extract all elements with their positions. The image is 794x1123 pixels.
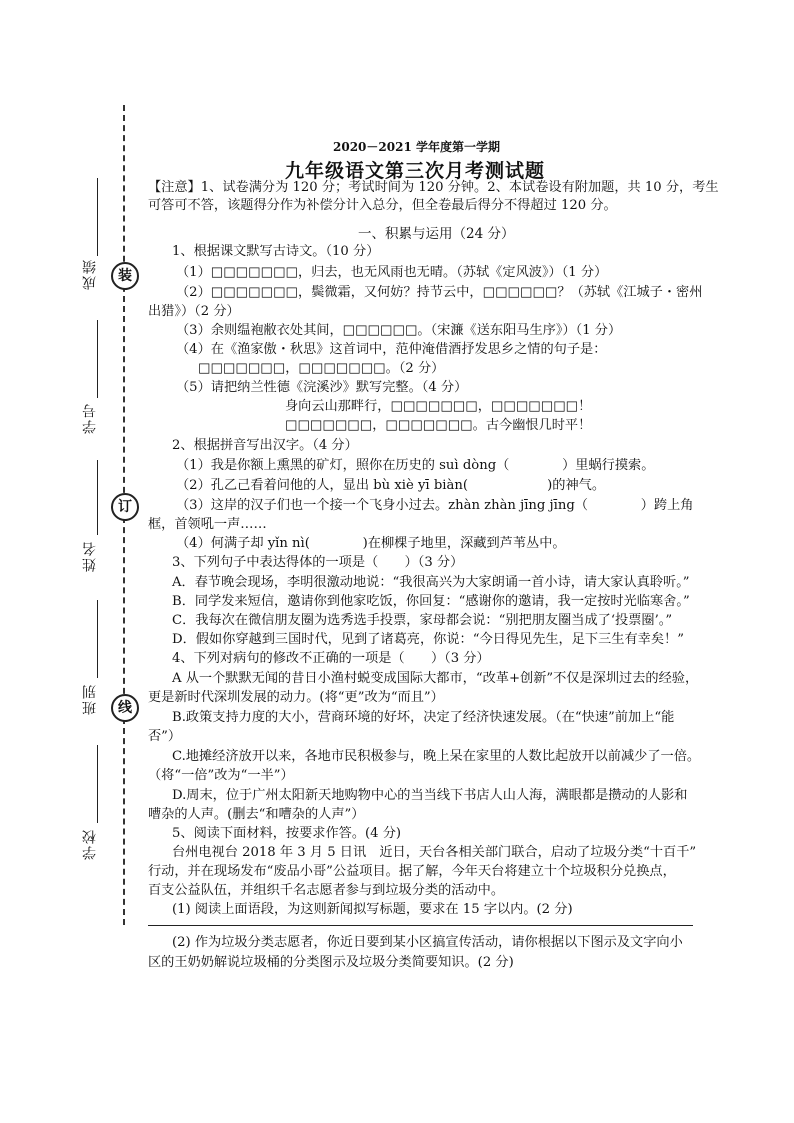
q1-item: 身向云山那畔行，□□□□□□□，□□□□□□□！ (285, 399, 592, 414)
section-heading: 一、积累与运用（24 分） (358, 226, 515, 242)
q3-option: C．我每次在微信朋友圈为选秀选手投票，家母都会说：“别把朋友圈当成了‘投票圈’。” (172, 613, 673, 628)
q2-item: （3）这岸的汉子们也一个接一个飞身小过去。zhàn zhàn jīng jīng（ ）跨上角 (176, 498, 694, 513)
notice-line-2: 可答可不答，该题得分作为补偿分计入总分，但全卷最后得分不得超过 120 分。 (148, 198, 617, 213)
q4-option: A 从一个默默无闻的昔日小渔村蜕变成国际大都市，“改革+创新”不仅是深圳过去的经验， (172, 671, 699, 686)
q2-stem: 2、根据拼音写出汉字。（4 分） (172, 438, 358, 453)
q1-item: （4）在《渔家傲・秋思》这首词中，范仲淹借酒抒发思乡之情的句子是： (176, 342, 607, 357)
q4-option: B.政策支持力度的大小，营商环境的好坏，决定了经济快速发展。（在“快速”前加上“能 (172, 710, 675, 725)
name-blank[interactable] (97, 460, 98, 535)
q3-option: B．同学发来短信，邀请你到他家吃饭，你回复：“感谢你的邀请，我一定按时光临寒舍。” (172, 594, 690, 609)
q4-option: D.周末，位于广州太阳新天地购物中心的当当线下书店人山人海，满眼都是攒动的人影和 (172, 788, 688, 803)
name-label: 姓名 (82, 540, 98, 572)
term-heading: 2020－2021 学年度第一学期 (333, 140, 500, 154)
q4-stem: 4、下列对病句的修改不正确的一项是（ ）（3 分） (172, 651, 490, 666)
q2-item: （4）何满子却 yǐn nì( )在柳棵子地里，深藏到芦苇丛中。 (176, 536, 566, 551)
student-id-blank[interactable] (97, 320, 98, 398)
q3-option: D．假如你穿越到三国时代，见到了诸葛亮，你说：“今日得见先生，足下三生有幸矣！” (172, 632, 684, 647)
q4-option: （将“一倍”改为“一半”） (148, 768, 294, 783)
q5-material: 台州电视台 2018 年 3 月 5 日讯 近日，天台各相关部门联合，启动了垃圾分类“十百千” (172, 845, 697, 860)
q4-option: 更是新时代深圳发展的动力。(将“更”改为“而且”） (148, 690, 444, 705)
q5-subquestion: 区的王奶奶解说垃圾桶的分类图示及垃圾分类简要知识。(2 分) (148, 955, 514, 970)
q2-item: （1）我是你额上熏黑的矿灯，照你在历史的 suì dòng（ ）里蜗行摸索。 (176, 458, 655, 473)
q1-item: （2）□□□□□□□，鬓微霜，又何妨？持节云中，□□□□□□？（苏轼《江城子・密州 (176, 285, 703, 300)
q2-item: 框，首领吼一声…… (148, 517, 267, 532)
binding-mark-xian: 线 (111, 694, 139, 722)
q5-material: 百支公益队伍，并组织千名志愿者参与到垃圾分类的活动中。 (148, 883, 505, 898)
school-label: 学校 (82, 828, 98, 860)
exam-title: 九年级语文第三次月考测试题 (285, 160, 546, 182)
q1-stem: 1、根据课文默写古诗文。（10 分） (172, 244, 380, 259)
school-blank[interactable] (97, 745, 98, 823)
q3-stem: 3、下列句子中表达得体的一项是（ ）（3 分） (172, 555, 464, 570)
q1-item: □□□□□□□，□□□□□□□。古今幽恨几时平！ (285, 418, 592, 433)
score-blank[interactable] (97, 178, 98, 256)
q3-option: A．春节晚会现场，李明很激动地说：“我很高兴为大家朗诵一首小诗，请大家认真聆听。” (172, 575, 690, 590)
binding-mark-ding: 订 (111, 493, 139, 521)
q4-option: 否”） (148, 729, 182, 744)
q5-material: 行动，并在现场发布“废品小哥”公益项目。据了解，今年天台将建立十个垃圾积分兑换点， (148, 864, 676, 879)
q2-item: （2）孔乙己看着问他的人，显出 bù xiè yī biàn( )的神气。 (176, 478, 606, 493)
notice-line-1: 【注意】1、试卷满分为 120 分；考试时间为 120 分钟。2、本试卷设有附加题，共 10 分，考生 (148, 180, 719, 195)
q4-option: 嘈杂的人声。(删去“和嘈杂的人声”） (148, 807, 365, 822)
q5-subquestion: (2) 作为垃圾分类志愿者，你近日要到某小区搞宣传活动，请你根据以下图示及文字向小 (172, 935, 683, 950)
binding-mark-zhuang: 装 (111, 262, 139, 290)
q5-stem: 5、阅读下面材料，按要求作答。(4 分) (172, 826, 402, 841)
q1-item: 出猎》）（2 分） (148, 304, 240, 319)
q4-option: C.地摊经济放开以来，各地市民积极参与，晚上呆在家里的人数比起放开以前减少了一倍。 (172, 749, 701, 764)
class-label: 班别 (82, 683, 98, 715)
q1-item: （5）请把纳兰性德《浣溪沙》默写完整。（4 分） (176, 380, 468, 395)
q1-item: □□□□□□□，□□□□□□□。（2 分） (198, 361, 445, 376)
q5-subquestion: (1) 阅读上面语段，为这则新闻拟写标题，要求在 15 字以内。(2 分) (172, 902, 573, 917)
student-id-label: 学号 (82, 402, 98, 434)
score-label: 成绩 (82, 258, 98, 290)
class-blank[interactable] (97, 600, 98, 678)
q1-item: （3）余则缊袍敝衣处其间，□□□□□□。（宋濂《送东阳马生序》）（1 分） (176, 323, 622, 338)
answer-line[interactable] (148, 925, 693, 926)
q1-item: （1）□□□□□□□，归去，也无风雨也无晴。（苏轼《定风波》）（1 分） (176, 265, 608, 280)
